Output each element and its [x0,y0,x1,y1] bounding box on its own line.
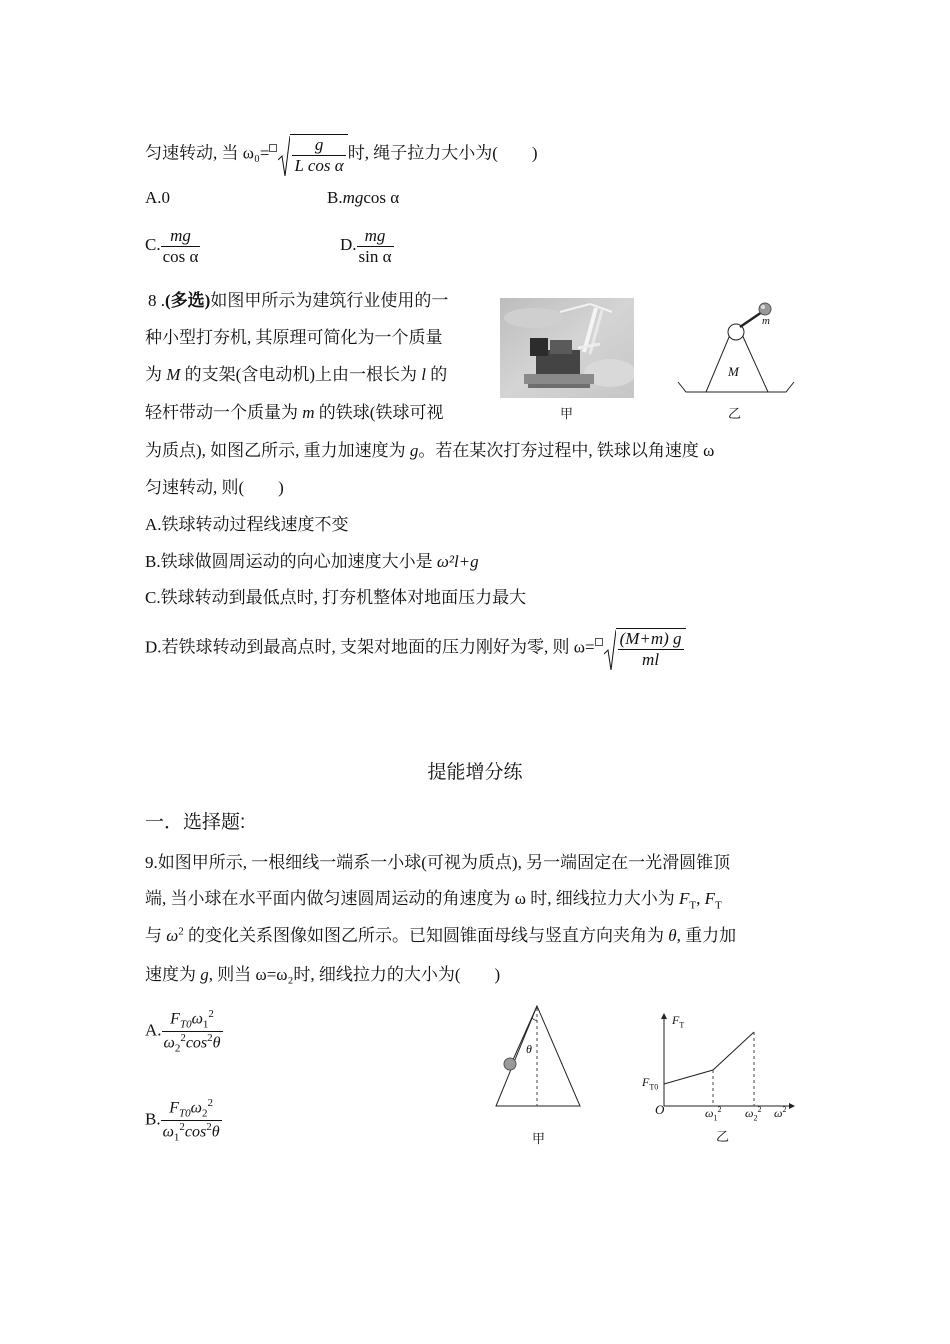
graph-x-omega: ω [774,1106,783,1120]
q9-line2-T: T [689,899,697,912]
compactor-photo-graphic [500,298,634,398]
section-subtitle: 一．选择题: [145,812,246,833]
q9-option-a-num-omega-sub: 1 [202,1018,209,1031]
q9-line3-omega: ω [166,926,179,945]
q9-line2-F: F [678,889,690,908]
q8-line4-b: 的铁球(铁球可视 [314,403,444,422]
q9-option-b-den-omega: ω [162,1123,174,1141]
q7-option-d [340,226,394,266]
cone-figure [490,1002,586,1114]
graph-ft0-sub: T0 [649,1082,659,1092]
q9-option-b-num-F: F [169,1099,180,1117]
q9-line-1: 9.如图甲所示, 一根细线一端系一小球(可视为质点), 另一端固定在一光滑圆锥顶 [145,853,731,872]
q7-omega0: ω₀= [242,143,270,163]
q7-option-c-label: C. [145,234,161,254]
q8-line1-rest: 如图甲所示为建筑行业使用的一 [210,291,449,310]
radical-icon [278,136,290,176]
q9-figure-yi-caption: 乙 [716,1129,730,1144]
q8-option-d-den: ml [642,649,660,669]
q8-figure-jia-caption: 甲 [560,406,574,421]
graph-omega2-sub: 2 [753,1113,758,1123]
q8-option-b-text: B.铁球做圆周运动的向心加速度大小是 [145,552,437,571]
q8-line-2: 种小型打夯机, 其原理可简化为一个质量 [145,328,443,347]
q8-option-b-formula: ω²l+g [436,552,479,571]
q9-line2-F2: F [704,889,715,908]
q8-line-5 [145,436,714,461]
q8-figure-yi-caption: 乙 [728,406,742,421]
q9-option-a: A. $\frac{F_{T0}\omega_1^2}{\omega_2^2\cos^2\theta}$ [145,1008,221,1055]
compactor-photo [500,298,634,398]
q8-option-d-radical [604,628,686,669]
q8-line5-b: 。若在某次打夯过程中, 铁球以角速度 ω [418,441,715,460]
q8-line3-M: M [166,365,181,384]
q9-option-b-num-sub: T0 [179,1107,191,1120]
q8-line4-a: 轻杆带动一个质量为 [145,403,303,422]
q8-figure-M-label: M [728,364,739,379]
q7-option-d-label: D. [340,234,357,254]
cone-figure-graphic [490,1002,586,1114]
q7-option-c-den: cos α [162,246,199,266]
q9-line3-b: 的变化关系图像如图乙所示。已知圆锥面母线与竖直方向夹角为 [183,926,669,945]
q9-line-3: 与 $\omega^2$ 的变化关系图像如图乙所示。已知圆锥面母线与竖直方向夹角为 θ, 重力加 [145,925,737,945]
graph-y-T: T [679,1020,685,1030]
q8-line-4 [145,398,443,423]
q8-line3-l: l [421,365,426,384]
q9-line4-g: g [200,965,209,984]
q9-option-b: B. $\frac{F_{T0}\omega_2^2}{\omega_1^2\cos^2\theta}$ [145,1097,220,1144]
q8-number: 8 . [148,291,165,310]
compactor-schematic [676,298,796,398]
q7-stem-suffix: 时, 绳子拉力大小为( ) [347,143,538,163]
q8-line3-c: 的 [425,365,448,384]
q7-option-a: A.0 [145,188,171,207]
q9-option-b-den-theta: θ [211,1123,220,1141]
q9-option-b-den-omega-sub: 1 [173,1131,180,1144]
q8-figure-m-label: m [762,315,770,327]
q7-frac-num: g [292,135,345,156]
q9-option-a-num-omega: ω [191,1010,203,1028]
q7-option-c-num: mg [161,226,201,247]
q9-option-a-den-omega-sub: 2 [174,1042,181,1055]
q7-option-b-rest: cos α [363,188,400,207]
q7-option-b [327,188,399,208]
q7-stem [145,134,538,175]
q8-line3-b: 的支架(含电动机)上由一根长为 [180,365,422,384]
q8-line5-g: g [409,441,419,460]
compactor-schematic-graphic [676,298,796,398]
graph-omega1-label: $\omega_1^2$ [705,1105,722,1123]
q7-option-d-den: sin α [358,246,392,266]
q7-radical [278,134,347,175]
q8-option-a: A.铁球转动过程线速度不变 [145,515,349,534]
q9-figure-theta-label: θ [526,1042,532,1056]
q7-stem-prefix: 匀速转动, 当 [145,143,239,163]
graph-omega2: ω [745,1106,754,1120]
q8-option-d-num: (M+m) g [619,629,682,648]
graph-omega1-sub: 1 [713,1113,718,1123]
q8-line-6: 匀速转动, 则( ) [145,478,284,497]
q7-fraction [292,135,345,175]
q7-option-b-mg: mg [342,188,364,207]
q9-option-a-label: A. [145,1020,162,1040]
q9-line2-b: , [696,889,705,908]
q9-line-4 [145,960,500,985]
q8-option-d-text: D.若铁球转动到最高点时, 支架对地面的压力刚好为零, 则 ω= [145,637,595,657]
graph-x-axis-label: $\omega^2$ [774,1105,787,1120]
q9-option-b-den-cos: cos [184,1123,207,1141]
graph-origin-label: O [655,1102,665,1117]
q9-option-b-num-omega-sub: 2 [201,1107,208,1120]
q8-line-3 [145,360,447,385]
placeholder-box-icon [595,638,603,646]
q8-line5-a: 为质点), 如图乙所示, 重力加速度为 [145,441,410,460]
q7-option-b-label: B. [327,188,343,207]
q8-line4-m: m [302,403,315,422]
section-title: 提能增分练 [427,762,523,783]
graph-ft0-F: F [642,1075,650,1089]
q8-line-1 [148,286,448,311]
q9-line3-theta: θ [668,926,677,945]
q7-option-d-num: mg [357,226,394,247]
q7-frac-den: L cos α [294,155,344,175]
q9-option-a-den-omega: ω [163,1034,175,1052]
q9-line3-c: , 重力加 [676,926,737,945]
q9-line2-T2: T [714,899,722,912]
placeholder-box-icon [269,144,277,152]
graph-y-F: F [672,1013,680,1027]
q8-option-d [145,628,686,669]
graph-omega1: ω [705,1106,714,1120]
q9-option-b-num-omega: ω [190,1099,202,1117]
graph-ft0-label [642,1075,658,1091]
q8-option-c: C.铁球转动到最低点时, 打夯机整体对地面压力最大 [145,588,527,607]
q8-line3-a: 为 [145,365,167,384]
q8-option-b [145,547,479,572]
graph-omega2-label: $\omega_2^2$ [745,1105,762,1123]
q9-option-b-label: B. [145,1109,161,1129]
q9-line3-a: 与 [145,926,167,945]
graph-y-axis-label [672,1013,684,1029]
q9-line2-a: 端, 当小球在水平面内做匀速圆周运动的角速度为 ω 时, 细线拉力大小为 [145,889,679,908]
q9-option-a-num-sub: T0 [179,1018,192,1031]
q9-option-a-den-theta: θ [212,1034,221,1052]
q9-figure-jia-caption: 甲 [532,1131,546,1146]
q9-option-a-den-cos: cos [185,1034,208,1052]
q9-line4-a: 速度为 [145,965,201,984]
q8-tag: (多选) [165,291,211,310]
q9-line4-b: , 则当 ω=ω₂时, 细线拉力的大小为( ) [208,965,501,984]
q9-line-2 [145,884,722,911]
q9-option-a-num-F: F [170,1010,180,1028]
q7-option-c [145,226,200,266]
radical-icon [604,630,616,670]
